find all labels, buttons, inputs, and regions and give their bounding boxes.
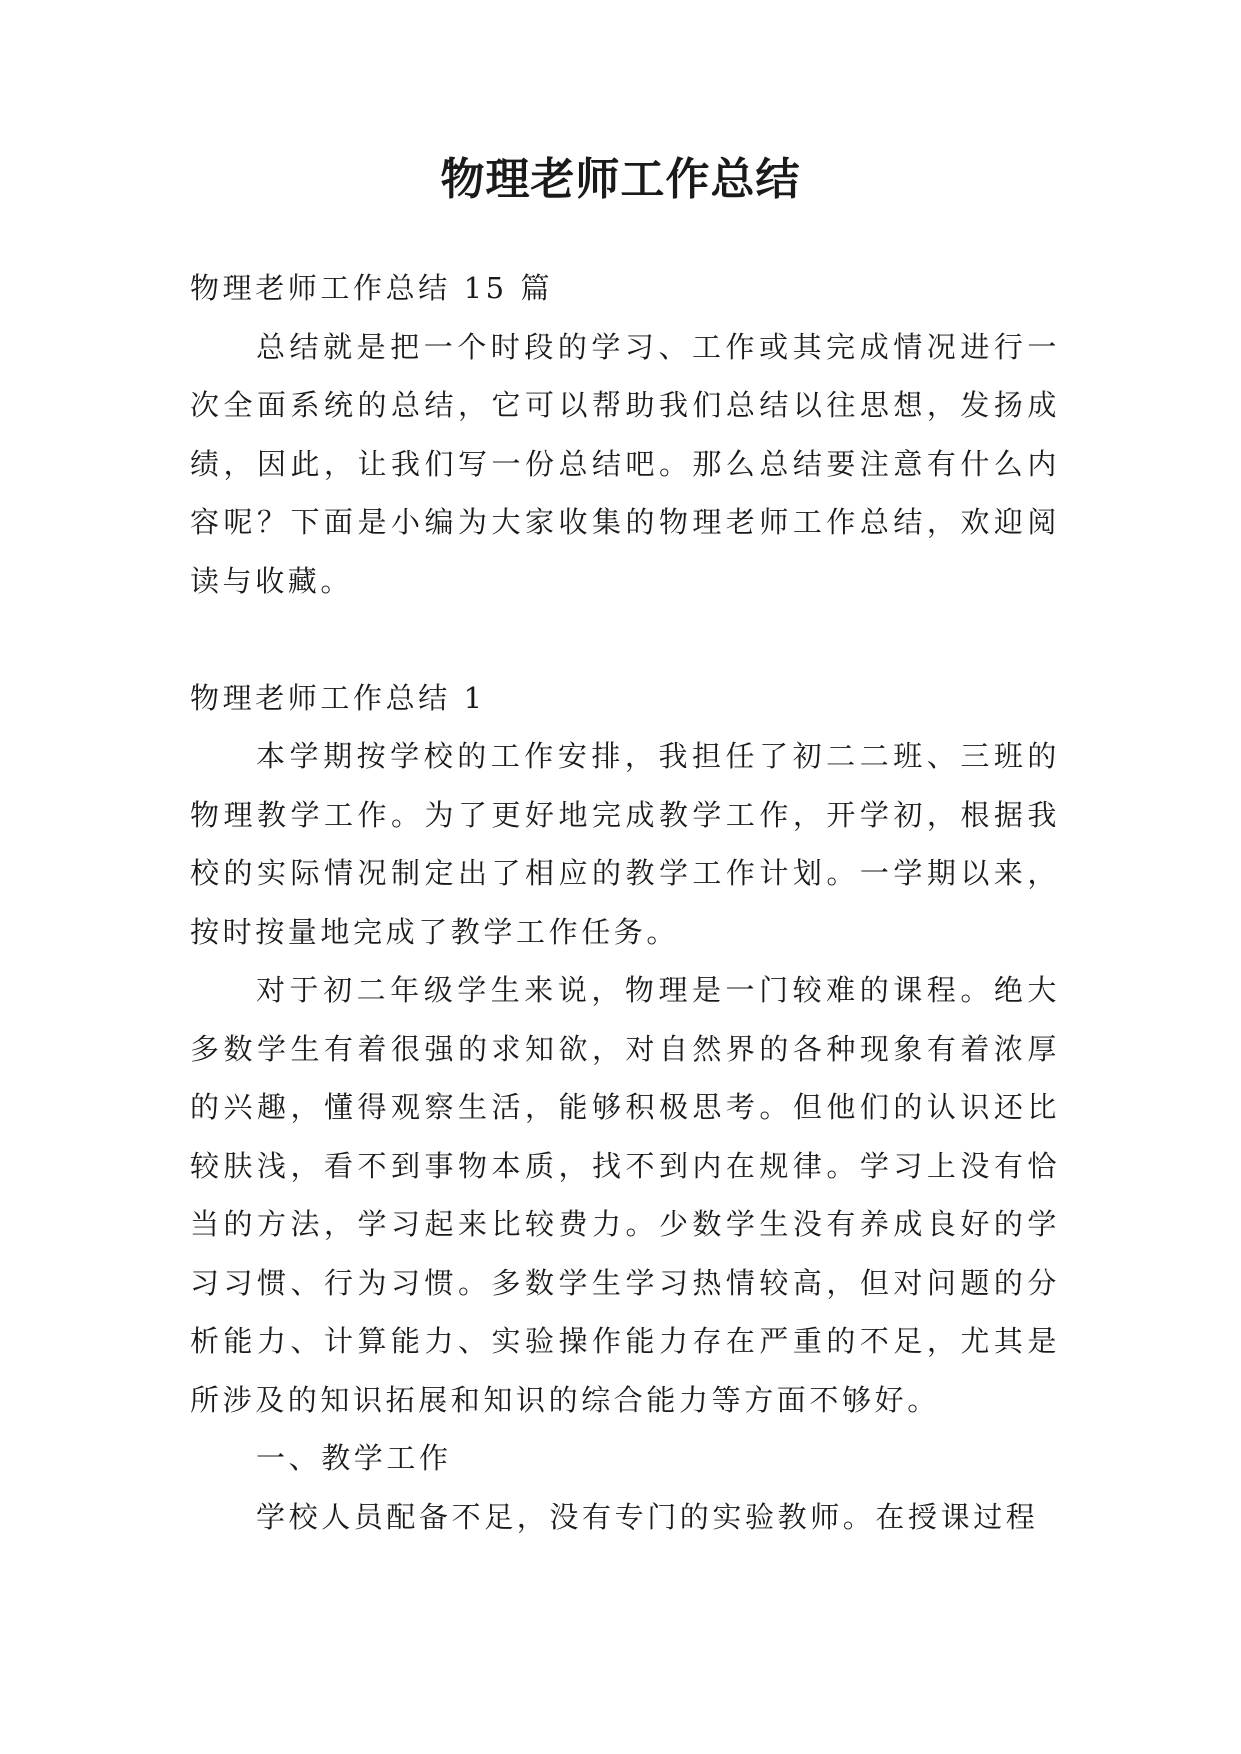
intro-paragraph: 总结就是把一个时段的学习、工作或其完成情况进行一次全面系统的总结，它可以帮助我们总结以往思想，发扬成绩，因此，让我们写一份总结吧。那么总结要注意有什么内容呢？下面是小编为大家收集的物理老师工作总结，欢迎阅读与收藏。: [190, 329, 1060, 598]
subheading-teaching-work: 一、教学工作: [256, 1441, 452, 1475]
body-paragraph-3: 学校人员配备不足，没有专门的实验教师。在授课过程: [256, 1499, 1039, 1534]
body-paragraph-1: 本学期按学校的工作安排，我担任了初二二班、三班的物理教学工作。为了更好地完成教学工作，开学初，根据我校的实际情况制定出了相应的教学工作计划。一学期以来，按时按量地完成了教学工作任务。: [190, 739, 1060, 949]
body-paragraph-2: 对于初二年级学生来说，物理是一门较难的课程。绝大多数学生有着很强的求知欲，对自然界的各种现象有着浓厚的兴趣，懂得观察生活，能够积极思考。但他们的认识还比较肤浅，看不到事物本质，找不到内在规律。学习上没有恰当的方法，学习起来比较费力。少数学生没有养成良好的学习习惯、行为习惯。多数学生学习热情较高，但对问题的分析能力、计算能力、实验操作能力存在严重的不足，尤其是所涉及的知识拓展和知识的综合能力等方面不够好。: [190, 973, 1060, 1417]
section-heading: 物理老师工作总结 1: [190, 680, 486, 715]
document-title: 物理老师工作总结: [440, 154, 801, 205]
subtitle-line: 物理老师工作总结 15 篇: [190, 271, 554, 305]
paragraph-gap: [190, 610, 1060, 669]
document-body: [190, 259, 1060, 1546]
